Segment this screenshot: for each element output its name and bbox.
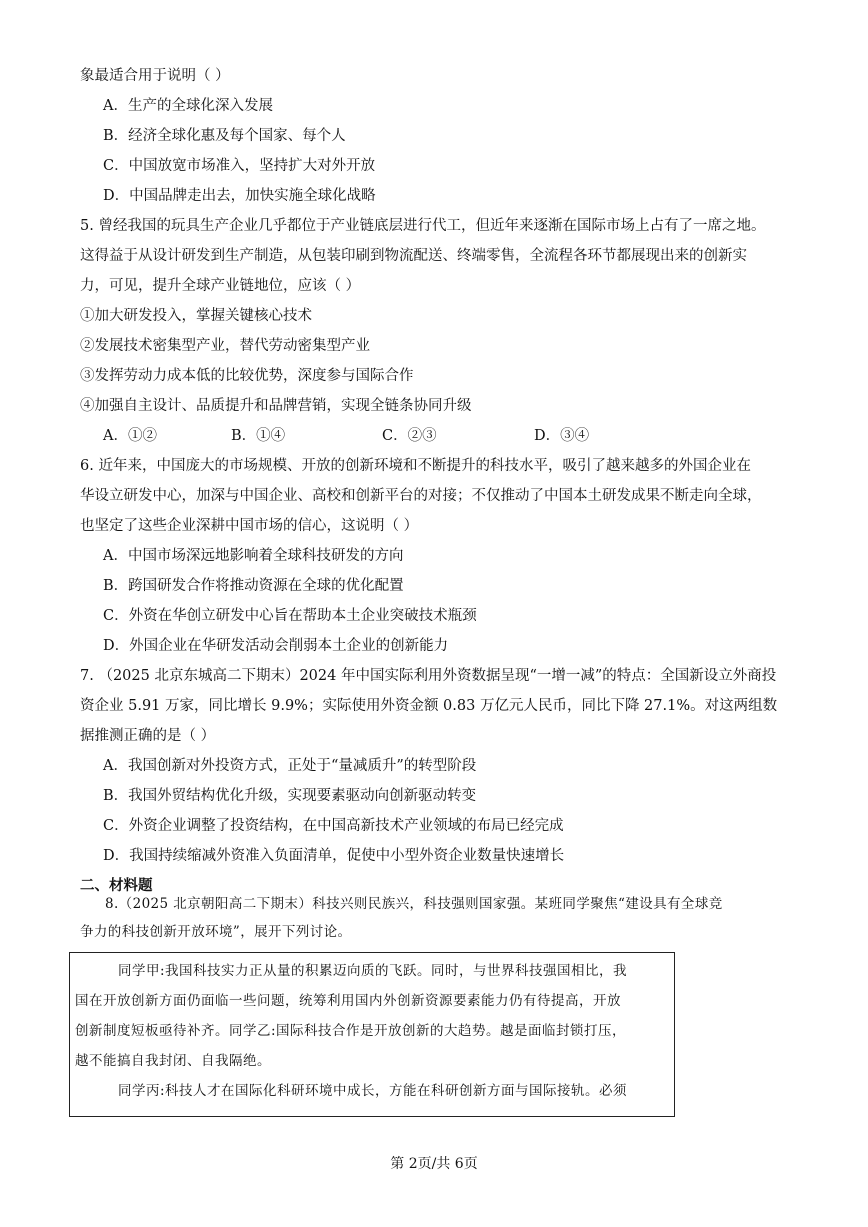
material-line-2: 国在开放创新方面仍面临一些问题，统筹利用国内外创新资源要素能力仍有待提高，开放 [75, 993, 621, 1009]
q6-stem-line-2: 华设立研发中心，加深与中国企业、高校和创新平台的对接；不仅推动了中国本土研发成果不断走向全球， [80, 488, 762, 504]
section-heading-materials: 二、材料题 [80, 878, 153, 894]
q5-item-3: ③发挥劳动力成本低的比较优势，深度参与国际合作 [80, 368, 414, 384]
material-line-3: 创新制度短板亟待补齐。同学乙:国际科技合作是开放创新的大趋势。越是面临封锁打压， [75, 1023, 627, 1039]
q5-item-4: ④加强自主设计、品质提升和品牌营销，实现全链条协同升级 [80, 398, 472, 414]
q5-choice-a: A．①② [103, 428, 157, 444]
q7-option-d: D．我国持续缩减外资准入负面清单，促使中小型外资企业数量快速增长 [103, 848, 565, 864]
q5-stem-line-2: 这得益于从设计研发到生产制造，从包装印刷到物流配送、终端零售，全流程各环节都展现出来的创新实 [80, 248, 747, 264]
q5-stem-line-3: 力，可见，提升全球产业链地位，应该（ ） [80, 278, 361, 294]
q4-option-a: A．生产的全球化深入发展 [103, 98, 273, 114]
q7-stem-line-1: 7. （2025 北京东城高二下期末）2024 年中国实际利用外资数据呈现“一增一减”的特点：全国新设立外商投 [80, 668, 777, 684]
q7-option-b: B．我国外贸结构优化升级，实现要素驱动向创新驱动转变 [103, 788, 477, 804]
q5-item-1: ①加大研发投入，掌握关键核心技术 [80, 308, 312, 324]
q7-stem-line-3: 据推测正确的是（ ） [80, 728, 216, 744]
page-footer: 第 2页/共 6页 [390, 1156, 478, 1172]
material-box [69, 952, 675, 1117]
q8-stem-line-2: 争力的科技创新开放环境”，展开下列讨论。 [80, 924, 352, 940]
q5-stem-line-1: 5. 曾经我国的玩具生产企业几乎都位于产业链底层进行代工，但近年来逐渐在国际市场上占有了一席之地。 [80, 218, 766, 234]
q4-option-b: B．经济全球化惠及每个国家、每个人 [103, 128, 346, 144]
material-line-5: 同学丙:科技人才在国际化科研环境中成长，方能在科研创新方面与国际接轨。必须 [118, 1083, 628, 1099]
q8-stem-line-1: 8.（2025 北京朝阳高二下期末）科技兴则民族兴，科技强则国家强。某班同学聚焦“建设具有全球竞 [105, 896, 723, 912]
q7-stem-line-2: 资企业 5.91 万家，同比增长 9.9%；实际使用外资金额 0.83 万亿元人民币，同比下降 27.1%。对这两组数 [80, 698, 778, 714]
q4-option-c: C．中国放宽市场准入，坚持扩大对外开放 [103, 158, 376, 174]
q6-stem-line-3: 也坚定了这些企业深耕中国市场的信心，这说明（ ） [80, 518, 419, 534]
q6-option-c: C．外资在华创立研发中心旨在帮助本土企业突破技术瓶颈 [103, 608, 477, 624]
q5-choice-b: B．①④ [231, 428, 286, 444]
q6-stem-line-1: 6. 近年来，中国庞大的市场规模、开放的创新环境和不断提升的科技水平，吸引了越来越多的外国企业在 [80, 458, 751, 474]
q4-stem-tail: 象最适合用于说明（ ） [80, 68, 230, 84]
q6-option-b: B．跨国研发合作将推动资源在全球的优化配置 [103, 578, 404, 594]
q5-item-2: ②发展技术密集型产业，替代劳动密集型产业 [80, 338, 370, 354]
q4-option-d: D．中国品牌走出去，加快实施全球化战略 [103, 188, 376, 204]
q6-option-d: D．外国企业在华研发活动会削弱本土企业的创新能力 [103, 638, 449, 654]
q6-option-a: A．中国市场深远地影响着全球科技研发的方向 [103, 548, 404, 564]
material-line-4: 越不能搞自我封闭、自我隔绝。 [75, 1053, 271, 1069]
material-line-1: 同学甲:我国科技实力正从量的积累迈向质的飞跃。同时，与世界科技强国相比，我 [118, 963, 628, 979]
q5-choice-c: C．②③ [382, 428, 437, 444]
q7-option-a: A．我国创新对外投资方式，正处于“量减质升”的转型阶段 [103, 758, 477, 774]
q5-choice-d: D．③④ [534, 428, 590, 444]
q7-option-c: C．外资企业调整了投资结构，在中国高新技术产业领域的布局已经完成 [103, 818, 564, 834]
